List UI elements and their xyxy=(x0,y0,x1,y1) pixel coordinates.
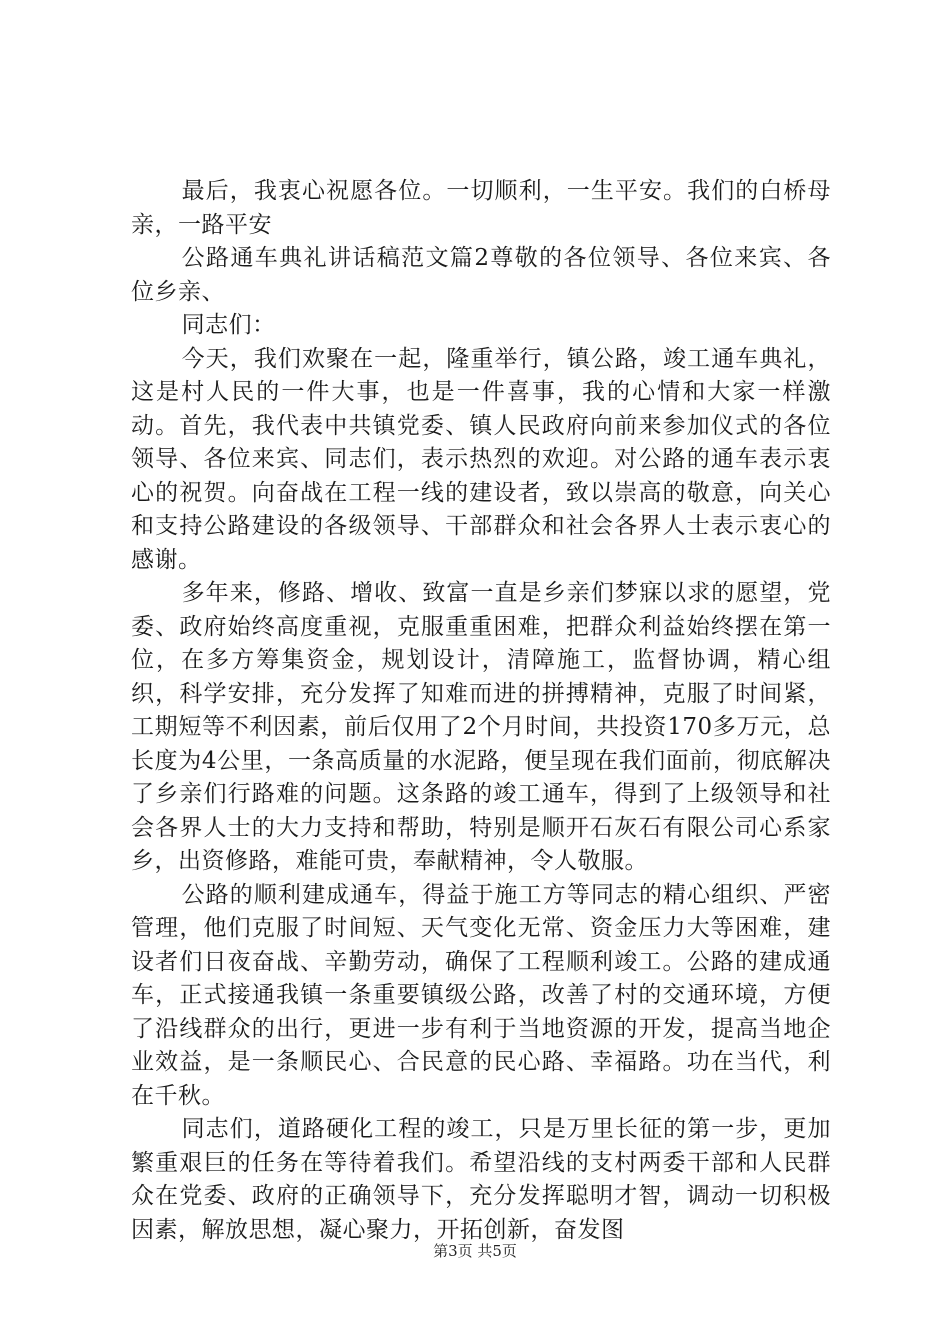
paragraph-speech-heading: 公路通车典礼讲话稿范文篇2尊敬的各位领导、各位来宾、各位乡亲、 xyxy=(131,245,831,305)
paragraph-thanks-builders: 公路的顺利建成通车，得益于施工方等同志的精心组织、严密管理，他们克服了时间短、天气变化无常、资金压力大等困难，建设者们日夜奋战、辛勤劳动，确保了工程顺利竣工。公路的建成通车，正式接通我镇一条重要镇级公路，改善了村的交通环境，方便了沿线群众的出行，更进一步有利于当地资源的开发，提高当地企业效益，是一条顺民心、合民意的民心路、幸福路。功在当代，利在千秋。 xyxy=(131,881,831,1109)
paragraph-future-tasks: 同志们，道路硬化工程的竣工，只是万里长征的第一步，更加繁重艰巨的任务在等待着我们。希望沿线的支村两委干部和人民群众在党委、政府的正确领导下，充分发挥聪明才智，调动一切积极因素，解放思想，凝心聚力，开拓创新，奋发图 xyxy=(131,1116,831,1243)
paragraph-construction: 多年来，修路、增收、致富一直是乡亲们梦寐以求的愿望，党委、政府始终高度重视，克服重重困难，把群众利益始终摆在第一位，在多方筹集资金，规划设计，清障施工，监督协调，精心组织，科学安排，充分发挥了知难而进的拼搏精神，克服了时间紧，工期短等不利因素，前后仅用了2个月时间，共投资170多万元，总长度为4公里，一条高质量的水泥路，便呈现在我们面前，彻底解决了乡亲们行路难的问题。这条路的竣工通车，得到了上级领导和社会各界人士的大力支持和帮助，特别是顺开石灰石有限公司心系家乡，出资修路，难能可贵，奉献精神，令人敬服。 xyxy=(131,580,831,874)
page-number-footer: 第3页 共5页 xyxy=(433,1242,517,1260)
paragraph-opening: 今天，我们欢聚在一起，隆重举行，镇公路，竣工通车典礼，这是村人民的一件大事，也是一件喜事，我的心情和大家一样激动。首先，我代表中共镇党委、镇人民政府向前来参加仪式的各位领导、各位来宾、同志们，表示热烈的欢迎。对公路的通车表示衷心的祝贺。向奋战在工程一线的建设者，致以崇高的敬意，向关心和支持公路建设的各级领导、干部群众和社会各界人士表示衷心的感谢。 xyxy=(131,345,831,573)
paragraph-closing-wishes: 最后，我衷心祝愿各位。一切顺利，一生平安。我们的白桥母亲，一路平安 xyxy=(131,178,831,238)
paragraph-salutation: 同志们： xyxy=(181,312,276,338)
document-body xyxy=(131,175,831,1247)
